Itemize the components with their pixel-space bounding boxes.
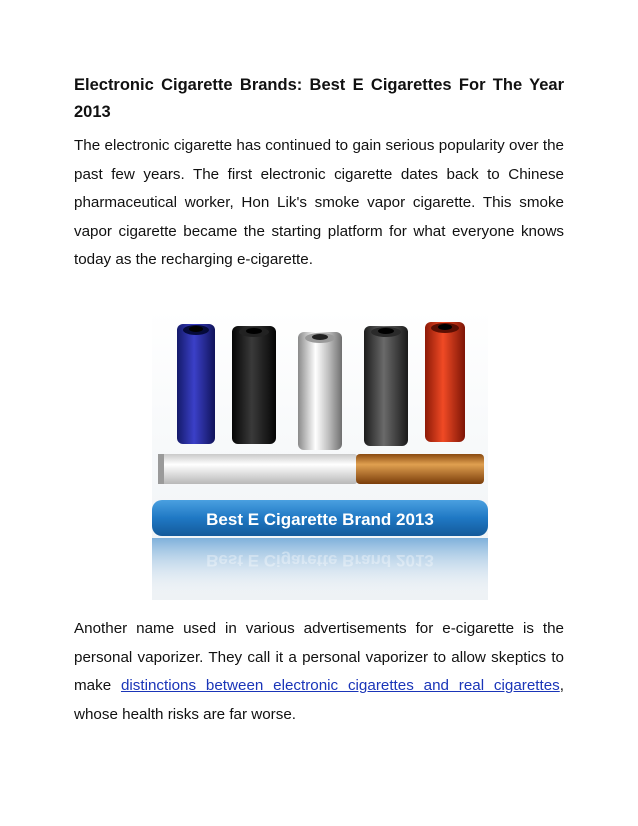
- second-section: [74, 615, 564, 729]
- article: [74, 72, 564, 275]
- banner-text: Best E Cigarette Brand 2013: [206, 510, 434, 529]
- ecig-illustration: [152, 310, 488, 600]
- product-image: [152, 310, 488, 600]
- battery-blue: [177, 324, 215, 444]
- battery-silver: [298, 332, 342, 450]
- distinctions-link[interactable]: distinctions between electronic cigarettes and real cigarettes: [120, 677, 560, 694]
- intro-paragraph: The electronic cigarette has continued to gain serious popularity over the past few years. The first electronic cigarette dates back to Chinese pharmaceutical worker, Hon Lik's smoke vapor cigarette. This smoke vapor cigarette became the starting platform for what everyone knows today as the recharging e-cigarette.: [74, 137, 564, 268]
- cigarette: [158, 454, 484, 484]
- vaporizer-paragraph: [74, 615, 564, 729]
- paragraph-text-end: , whose health risks are far worse.: [74, 677, 564, 723]
- paragraph-text: Another name used in various advertisements for e-cigarette is the personal vaporizer. They call it a personal vaporizer to allow skeptics to make: [74, 620, 564, 694]
- article-title: Electronic Cigarette Brands: Best E Cigarettes For The Year 2013: [74, 76, 564, 121]
- battery-red: [425, 322, 465, 442]
- battery-gray: [364, 326, 408, 446]
- banner-text-reflection: Best E Cigarette Brand 2013: [206, 551, 434, 570]
- battery-black: [232, 326, 276, 444]
